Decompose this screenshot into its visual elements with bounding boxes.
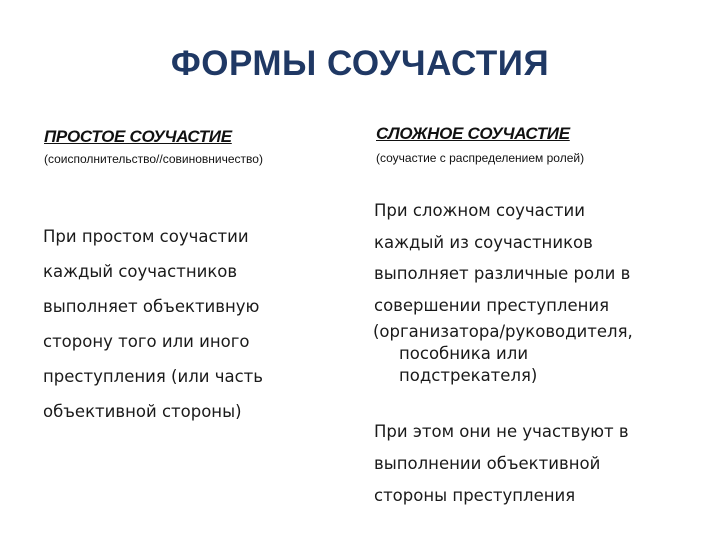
text-line: стороны преступления [374,486,576,505]
text-line: выполнении объективной [374,454,601,473]
complex-complicity-note [374,416,629,512]
simple-complicity-description [43,219,263,429]
text-line: пособника или [399,344,529,363]
simple-complicity-subheading: (соисполнительство//совиновничество) [44,152,263,166]
text-line: каждый из соучастников [374,232,593,252]
text-line: (организатора/руководителя, [373,322,633,341]
text-line: преступления (или часть [43,367,263,386]
text-line: При этом они не участвуют в [374,422,629,441]
text-line: выполняет различные роли в [374,264,631,283]
text-line: При сложном соучастии [374,201,585,220]
text-line: объективной стороны) [43,402,242,421]
complex-complicity-roles [373,321,633,387]
text-line: подстрекателя) [399,366,538,385]
text-line: совершении преступления [374,295,610,315]
slide-title: ФОРМЫ СОУЧАСТИЯ [170,44,550,83]
complex-complicity-description [374,195,630,321]
simple-complicity-heading: ПРОСТОЕ СОУЧАСТИЕ [44,127,232,146]
text-line: сторону того или иного [43,332,250,351]
text-line: каждый соучастников [43,262,238,281]
text-line: выполняет объективную [43,297,260,316]
text-line: При простом соучастии [43,227,249,246]
complex-complicity-heading: СЛОЖНОЕ СОУЧАСТИЕ [376,124,570,143]
complex-complicity-subheading: (соучастие с распределением ролей) [376,151,585,165]
